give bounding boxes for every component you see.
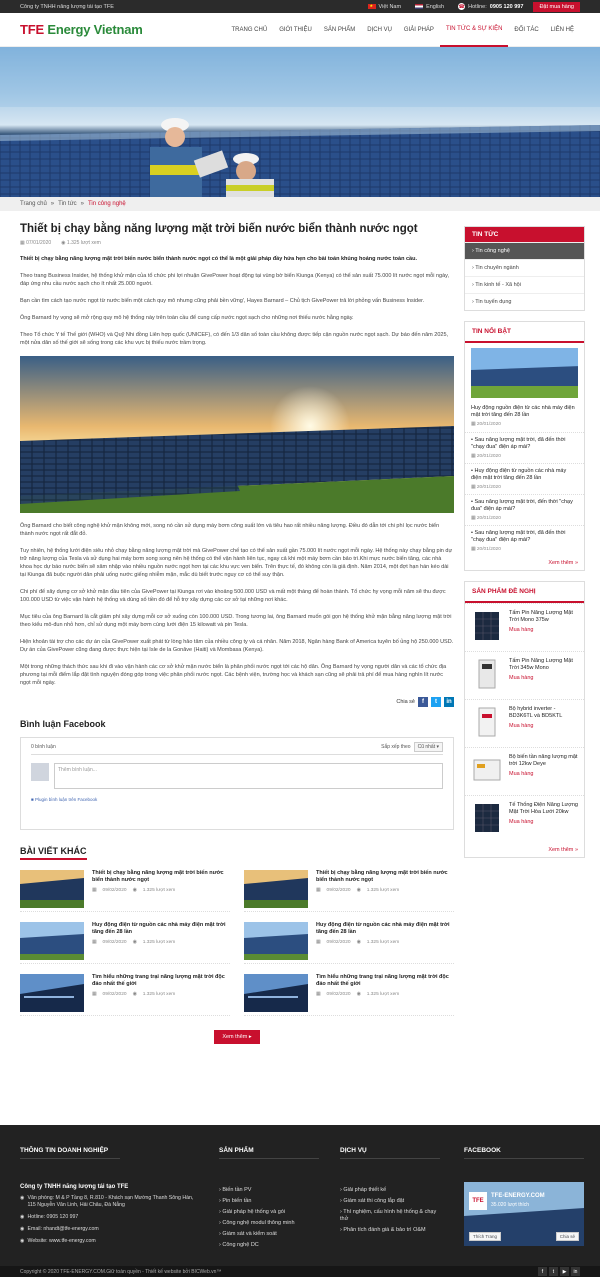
product-item[interactable]: Bộ biến tần năng lượng mặt trời 12kw Deye Mua hàng	[465, 747, 584, 795]
solar-farm-sunset-image	[20, 356, 454, 513]
category-item[interactable]: › Tin chuyên ngành	[465, 259, 584, 276]
article-date: ▦ 07/01/2020	[20, 240, 52, 246]
uk-flag-icon	[415, 4, 423, 9]
product-item[interactable]: Tế Thống Điện Năng Lượng Mặt Trời Hòa Lưới 20kw Mua hàng	[465, 795, 584, 843]
product-item[interactable]: Tấm Pin Năng Lượng Mặt Trời 345w Mono Mua hàng	[465, 651, 584, 699]
nav-partners[interactable]: ĐỐI TÁC	[514, 26, 539, 33]
related-thumb	[20, 922, 84, 960]
phone-icon: ◉	[20, 1214, 25, 1220]
calendar-icon: ▦	[471, 422, 476, 427]
share-twitter-icon[interactable]: t	[431, 697, 441, 707]
copyright-bar	[0, 1266, 600, 1277]
header	[0, 13, 600, 47]
footer-facebook: FACEBOOK TFE TFE-ENERGY.COM 35.020 lượt thích Thích Trang Chia sẻ	[464, 1147, 584, 1246]
footer-link[interactable]: › Giải pháp hệ thống và gói	[219, 1209, 286, 1215]
share-label: Chia sẻ	[396, 699, 415, 705]
footer	[0, 1125, 600, 1266]
nav-solutions[interactable]: GIẢI PHÁP	[403, 26, 434, 33]
twitter-icon[interactable]: t	[549, 1267, 558, 1276]
breadcrumb-news[interactable]: Tin tức	[58, 201, 77, 207]
footer-link[interactable]: › Giám sát thi công lắp đặt	[340, 1198, 405, 1204]
calendar-icon: ▦	[92, 940, 97, 945]
facebook-icon[interactable]: f	[538, 1267, 547, 1276]
article-lead: Thiết bị chạy bằng năng lượng mặt trời biến nước biển thành nước ngọt có thể là một giải pháp đầy hứa hẹn cho bài toán khủng hoảng nước toàn cầu.	[20, 256, 417, 262]
related-title: BÀI VIẾT KHÁC	[20, 846, 87, 860]
footer-company-title: THÔNG TIN DOANH NGHIỆP	[20, 1147, 120, 1159]
article-views: ◉ 1.325 lượt xem	[61, 240, 101, 246]
hot-news-more[interactable]: Xem thêm »	[548, 560, 578, 566]
related-card[interactable]: Thiết bị chạy bằng năng lượng mặt trời biến nước biển thành nước ngọt ▦ 09/02/2020 ◉ 1.325 lượt xem	[244, 870, 454, 912]
eye-icon: ◉	[356, 992, 361, 997]
related-thumb	[20, 974, 84, 1012]
category-item[interactable]: › Tin kinh tế - Xã hội	[465, 276, 584, 293]
logo[interactable]: TFE Energy Vietnam	[20, 22, 143, 37]
hybrid-inverter-icon	[471, 706, 503, 738]
calendar-icon: ▦	[316, 888, 321, 893]
vietnam-flag-icon	[368, 4, 376, 9]
solar-panel-icon	[471, 802, 503, 834]
related-thumb	[20, 870, 84, 908]
article-paragraph: Ông Barnard cho biết công nghệ khử mặn không mới, song nó cần sử dụng máy bơm công suất lớn và tiêu hao rất nhiều năng lượng. Điều đó dẫn tới chi phí lọc nước biển thành nước ngọt rất đắt đỏ.	[20, 523, 440, 537]
arrow-right-icon: ▸	[248, 1034, 252, 1040]
main-nav	[226, 13, 580, 47]
hot-news-image[interactable]	[471, 348, 578, 398]
topbar-company: Công ty TNHH năng lượng tái tạo TFE	[20, 3, 114, 10]
article-main	[20, 222, 454, 1044]
solar-panel-icon	[471, 610, 503, 642]
footer-link[interactable]: › Pin biến tần	[219, 1198, 252, 1204]
hot-news-item[interactable]: • Sau năng lượng mặt trời, đến thời "chạy đua" điện áp mái? ▦ 20/01/2020	[465, 494, 584, 522]
eye-icon: ◉	[61, 240, 66, 246]
eye-icon: ◉	[356, 888, 361, 893]
hot-news-main-title[interactable]: Huy động nguồn điện từ các nhà máy điện mặt trời tăng đến 28 lần	[471, 405, 575, 418]
fb-page-logo: TFE	[469, 1192, 487, 1210]
fb-comment-input[interactable]: Thêm bình luận...	[54, 763, 443, 789]
eye-icon: ◉	[132, 992, 137, 997]
article-paragraph: Theo trang Business Insider, hệ thống khử mặn của tổ chức phi lợi nhuận GivePower hoạt động tại vùng bờ biển Kiunga (Kenya) có thể sản xuất 75.000 lít nước ngọt mỗi ngày, đáp ứng nhu cầu nước sạch cho ít nhất 25.000 người.	[20, 273, 450, 287]
fb-plugin-link[interactable]: ■ Plugin bình luận trên Facebook	[31, 797, 98, 802]
inverter-icon	[471, 658, 503, 690]
related-thumb	[244, 870, 308, 908]
products-title: SẢN PHẨM ĐỀ NGHỊ	[465, 582, 584, 603]
solar-engineers-image	[0, 47, 600, 197]
article-paragraph: Bạn cần tìm cách tạo nước ngọt từ nước biển một cách quy mô nhưng cũng phải bền vững', Hayes Barnard – Chủ tịch GivePower trả lời phỏng vấn Business Insider.	[20, 298, 425, 304]
location-icon: ◉	[20, 1195, 25, 1201]
fb-sort-select[interactable]: Cũ nhất ▾	[414, 742, 443, 752]
nav-about[interactable]: GIỚI THIỆU	[279, 26, 312, 33]
fb-page-card[interactable]: TFE TFE-ENERGY.COM 35.020 lượt thích Thích Trang Chia sẻ	[464, 1182, 584, 1246]
lang-vietnam[interactable]: ★ Việt Nam	[368, 4, 402, 10]
footer-services: DỊCH VỤ › Giải pháp thiết kế › Giám sát thi công lắp đặt › Thí nghiệm, cấu hình hệ thống & chạy thử › Phân tích đánh giá & bảo trì O&M	[340, 1147, 440, 1238]
avatar	[31, 763, 49, 781]
fb-share-button[interactable]: Chia sẻ	[556, 1232, 579, 1241]
category-item[interactable]: › Tin tuyển dụng	[465, 293, 584, 310]
news-categories	[464, 226, 585, 311]
globe-icon: ◉	[20, 1238, 25, 1244]
double-chevron-icon: »	[574, 847, 578, 853]
share-bar	[20, 697, 454, 707]
breadcrumb-home[interactable]: Trang chủ	[20, 201, 47, 207]
related-card[interactable]: Tìm hiểu những trang trại năng lượng mặt trời độc đáo nhất thế giới ▦ 09/02/2020 ◉ 1.325 lượt xem	[244, 974, 454, 1016]
nav-news[interactable]: TIN TỨC & SỰ KIỆN	[440, 13, 508, 47]
hot-news-item[interactable]: • Sau năng lượng mặt trời, đã đến thời "chạy đua" điện áp mái? ▦ 20/01/2020	[465, 432, 584, 460]
related-card[interactable]: Huy động điện từ nguồn các nhà máy điện mặt trời tăng đến 28 lần ▦ 09/02/2020 ◉ 1.325 lượt xem	[244, 922, 454, 964]
footer-link[interactable]: › Giải pháp thiết kế	[340, 1187, 387, 1193]
news-categories-title: TIN TỨC	[465, 227, 584, 242]
youtube-icon[interactable]: ▶	[560, 1267, 569, 1276]
hot-news: TIN NỔI BẬT Huy động nguồn điện từ các nhà máy điện mặt trời tăng đến 28 lần ▦ 20/01/2020 • Sau năng lượng mặt trời, đã đến thời "chạy đua" điện áp mái? ▦ 20/01/2020 • Huy động điện từ nguồn các nhà máy điện mặt trời tăng đến 28 lần ▦ 20/01/2020 • Sau năng lượng mặt trời, đến thời "chạy đua" điện áp mái? ▦ 20/01/2020 • Sau năng lượng mặt trời, đã đến thời "chạy đua" điện áp mái? ▦ 20/01/2020 Xem thêm »	[464, 321, 585, 571]
eye-icon: ◉	[132, 888, 137, 893]
footer-products: SẢN PHẨM › Biến tần PV › Pin biến tần › Giải pháp hệ thống và gói › Công nghệ modul thông minh › Giám sát và kiểm soát › Công nghệ DC	[219, 1147, 319, 1253]
breadcrumb-current: Tin công nghệ	[87, 201, 126, 207]
related-thumb	[244, 974, 308, 1012]
top-bar	[0, 0, 600, 13]
suggested-products	[464, 581, 585, 858]
footer-link[interactable]: › Công nghệ modul thông minh	[219, 1220, 295, 1226]
footer-company: THÔNG TIN DOANH NGHIỆP Công ty TNHH năng lượng tái tạo TFE ◉ Văn phòng: M & P Tầng 8, R.810 - Khách sạn Mường Thanh Sông Hàn, 115 Nguyễn Văn Linh, Hải Châu, Đà Nẵng ◉ Hotline: 0905 120 997 ◉ Email: nhandt@tfe-energy.com ◉ Website: www.tfe-energy.com	[20, 1147, 194, 1244]
footer-link[interactable]: › Thí nghiệm, cấu hình hệ thống & chạy thử	[340, 1209, 437, 1222]
nav-home[interactable]: TRANG CHỦ	[231, 26, 268, 33]
related-card[interactable]: Thiết bị chạy bằng năng lượng mặt trời biến nước biển thành nước ngọt ▦ 09/02/2020 ◉ 1.325 lượt xem	[20, 870, 230, 912]
footer-link[interactable]: › Công nghệ DC	[219, 1242, 259, 1248]
calendar-icon: ▦	[92, 888, 97, 893]
products-more[interactable]: Xem thêm »	[548, 847, 578, 853]
share-facebook-icon[interactable]: f	[418, 697, 428, 707]
calendar-icon: ▦	[316, 992, 321, 997]
related-card[interactable]: Tìm hiểu những trang trại năng lượng mặt trời độc đáo nhất thế giới ▦ 09/02/2020 ◉ 1.325 lượt xem	[20, 974, 230, 1016]
calendar-icon: ▦	[316, 940, 321, 945]
sidebar	[464, 226, 585, 868]
eye-icon: ◉	[356, 940, 361, 945]
article-paragraph: Một trong những thách thức sau khi đi vào vận hành các cơ sở khử mặn nước biển là phân phối nước ngọt tới các hộ dân. Ông Barnard hy vọng người dân và các tổ chức địa phương tại mỗi điểm lắp đặt tình nguyện đóng góp trong việc phân phối nước ngọt. Các bệnh viện, trường học và khách sạn cũng sẽ phải trả phí để mua hàng nghìn lít nước ngọt mỗi ngày.	[20, 664, 447, 686]
nav-products[interactable]: SẢN PHẨM	[323, 26, 356, 33]
fb-like-page-button[interactable]: Thích Trang	[469, 1232, 501, 1241]
article-paragraph: Tuy nhiên, hệ thống lưới điện siêu nhỏ chạy bằng năng lượng mặt trời mà GivePower chế tạo có thể sản xuất gần 75.000 lít nước ngọt mỗi ngày. Hệ thống này chạy bằng pin dự trữ năng lượng của Tesla và sử dụng hai máy bơm song song nên hệ thống có thể vận hành liên tục, ngay cả khi một máy bơm cần bảo trì.Khi mực nước biển tăng, các nhà khoa học dự báo nước biển sẽ xâm nhập vào nhiều nguồn nước ngọt hơn tại các khu vực ven biển. Trên thực tế, đó không còn là giả định. Năm 2014, một đợt hạn hán kéo dài tại Kiunga đã buộc người dân phải uống nước giếng nhiễm mặn, mắc dù biết trước nguy cơ có thể suy thận.	[20, 548, 453, 578]
fb-comments-title: Bình luận Facebook	[20, 719, 106, 729]
fb-comment-count: 0 bình luận	[31, 744, 56, 750]
copyright-text: Copyright © 2020 TFE-ENERGY.COM.Giữ toàn quyền - Thiết kế website bởi BICWeb.vn™	[20, 1268, 222, 1275]
fb-comments-box: 0 bình luận Sắp xếp theo Cũ nhất ▾ Thêm bình luận... ■ Plugin bình luận trên Facebook	[20, 737, 454, 830]
related-card[interactable]: Huy động điện từ nguồn các nhà máy điện mặt trời tăng đến 28 lần ▦ 09/02/2020 ◉ 1.325 lượt xem	[20, 922, 230, 964]
linkedin-icon[interactable]: in	[571, 1267, 580, 1276]
double-chevron-icon: »	[574, 560, 578, 566]
order-button[interactable]: Đặt mua hàng	[533, 2, 580, 12]
article-paragraph: Hiện khoản tài trợ cho các dự án của GivePower xuất phát từ lòng hảo tâm của nhiều công ty và cá nhân. Năm 2018, Ngân hàng Bank of America tuyên bố ủng hộ 250.000 USD. Dự án của GivePower cũng đang được thực hiện tại Isle de la Gonâve (Haiti) và Mombasa (Kenya).	[20, 639, 454, 653]
article-title: Thiết bị chạy bằng năng lượng mặt trời biến nước biển thành nước ngọt	[20, 223, 418, 235]
article-paragraph: Mục tiêu của ông Barnard là cắt giảm phí xây dựng mỗi cơ sở xuống còn 100.000 USD. Trong tương lai, ông Barnard muốn gói gọn hệ thống khử mặn bằng năng lượng mặt trời theo kiểu mô-đun nhỏ hơn, chỉ sử dụng một máy bơm cùng lưới điện 15 kilowatt và pin Tesla.	[20, 614, 452, 628]
eye-icon: ◉	[132, 940, 137, 945]
related-thumb	[244, 922, 308, 960]
lang-english[interactable]: English	[415, 4, 444, 10]
nav-contact[interactable]: LIÊN HỆ	[550, 26, 574, 33]
nav-services[interactable]: DỊCH VỤ	[367, 26, 392, 33]
hero-banner	[0, 47, 600, 197]
breadcrumb: Trang chủ » Tin tức » Tin công nghệ	[0, 197, 600, 211]
related-posts	[20, 830, 454, 1044]
calendar-icon: ▦	[20, 240, 25, 246]
calendar-icon: ▦	[92, 992, 97, 997]
footer-link[interactable]: › Giám sát và kiểm soát	[219, 1231, 277, 1237]
phone-icon: ☎	[458, 3, 465, 10]
article-image	[20, 356, 454, 513]
facebook-icon: ■	[31, 797, 34, 802]
inverter-icon	[471, 754, 503, 786]
hot-news-title: TIN NỔI BẬT	[465, 322, 584, 343]
share-linkedin-icon[interactable]: in	[444, 697, 454, 707]
chevron-down-icon: ▾	[436, 744, 439, 750]
hot-news-item[interactable]: • Huy động điện từ nguồn các nhà máy điện mặt trời tăng đến 28 lần ▦ 20/01/2020	[465, 463, 584, 491]
email-icon: ◉	[20, 1226, 25, 1232]
related-more-button[interactable]: Xem thêm ▸	[214, 1030, 260, 1044]
product-item[interactable]: Tấm Pin Năng Lượng Mặt Trời Mono 375w Mua hàng	[465, 603, 584, 651]
product-item[interactable]: Bộ hybrid inverter - BD3K6TL và BD5KTL Mua hàng	[465, 699, 584, 747]
hot-news-item[interactable]: • Sau năng lượng mặt trời, đã đến thời "chạy đua" điện áp mái? ▦ 20/01/2020	[465, 525, 584, 553]
category-item[interactable]: › Tin công nghệ	[465, 242, 584, 259]
footer-link[interactable]: › Biến tần PV	[219, 1187, 252, 1193]
footer-link[interactable]: › Phân tích đánh giá & bảo trì O&M	[340, 1227, 426, 1233]
article-paragraph: Ông Barnard hy vọng sẽ mở rộng quy mô hệ thống này trên toàn cầu để cung cấp nước ngọt sạch cho những nơi thiếu nước hằng ngày.	[20, 315, 354, 321]
article-paragraph: Chi phí để xây dựng cơ sở khử mặn đầu tiên của GivePower tại Kiunga rơi vào khoảng 500.000 USD và mất một tháng để hoàn thành. Tổ chức hy vọng mỗi năm sẽ thu được 100.000 USD từ việc vận hành hệ thống và dùng số tiền đó để hỗ trợ xây dựng các cơ sở tại những nơi khác.	[20, 589, 446, 603]
article-paragraph: Theo Tổ chức Y tế Thế giới (WHO) và Quỹ Nhi đồng Liên hợp quốc (UNICEF), có đến 1/3 dân số toàn cầu không được tiếp cận nguồn nước ngọt sạch. Dự báo đến năm 2025, một nửa dân số thế giới sẽ sống trong các khu vực bị thiếu nước trầm trọng.	[20, 332, 449, 346]
topbar-hotline[interactable]: ☎ Hotline: 0905 120 997	[458, 3, 524, 10]
